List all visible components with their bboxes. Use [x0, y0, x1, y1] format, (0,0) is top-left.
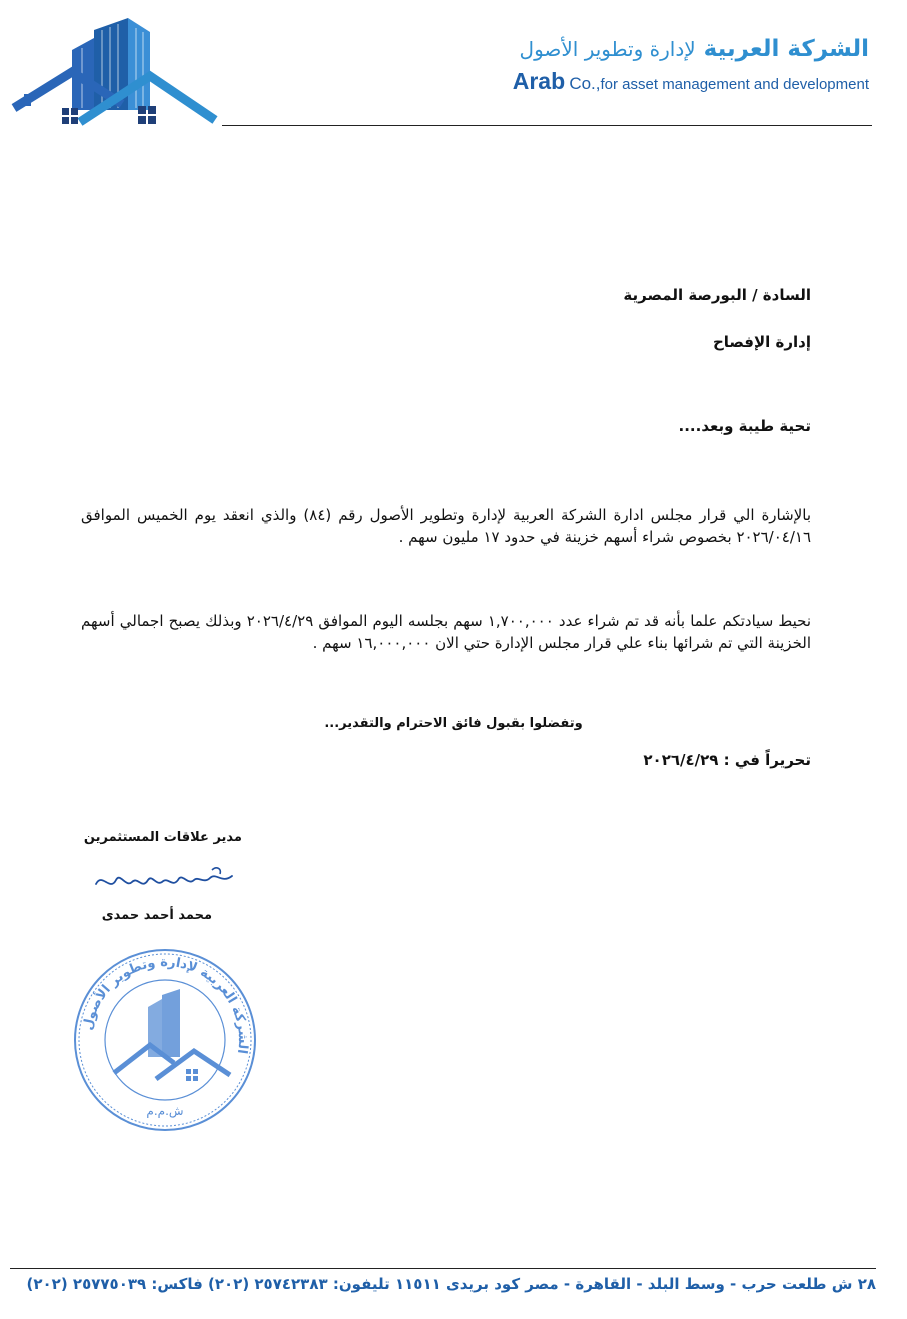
company-name-english-co: Co., — [569, 74, 601, 93]
company-name-english-main: Arab — [512, 68, 566, 94]
greeting: تحية طيبة وبعد.... — [678, 417, 811, 435]
date-line: تحريراً في : ٢٠٢٦/٤/٢٩ — [643, 751, 811, 769]
svg-text:ش.م.م: ش.م.م — [146, 1104, 184, 1118]
company-name-english-sub: for asset management and development — [600, 76, 869, 93]
company-brand — [513, 34, 869, 98]
company-name-arabic — [513, 34, 869, 64]
department: إدارة الإفصاح — [712, 333, 811, 351]
signatory-title: مدير علاقات المستثمرين — [83, 830, 242, 845]
header-divider — [222, 125, 872, 126]
paragraph-board-decision: بالإشارة الي قرار مجلس ادارة الشركة العربية لإدارة وتطوير الأصول رقم (٨٤) والذي انعقد يوم الخميس الموافق ٢٠٢٦/٠٤/١٦ بخصوص شراء أسهم خزينة في حدود ١٧ مليون سهم . — [81, 506, 811, 546]
company-name-english — [513, 68, 869, 98]
company-logo — [10, 10, 220, 130]
footer-divider — [10, 1268, 876, 1269]
company-name-arabic-sub: لإدارة وتطوير الأصول — [519, 37, 696, 61]
closing-line: وتفضلوا بقبول فائق الاحترام والتقدير... — [324, 716, 583, 731]
company-name-arabic-main: الشركة العربية — [703, 36, 869, 62]
company-seal-stamp — [70, 945, 260, 1135]
svg-text:الشركة العربية لإدارة وتطوير ا: الشركة العربية لإدارة وتطوير الأصول — [80, 954, 251, 1055]
addressee: السادة / البورصة المصرية — [623, 286, 811, 304]
handwritten-signature — [92, 862, 242, 898]
footer-contact: ٢٨ ش طلعت حرب - وسط البلد - القاهرة - مصر كود بريدى ١١٥١١ تليفون: ٢٥٧٤٢٣٨٣ (٢٠٢) فاكس: ٢٥٧٧٥٠٣٩ (٢٠٢) — [26, 1275, 876, 1293]
signatory-name: محمد أحمد حمدى — [101, 908, 212, 923]
paragraph-share-purchase: نحيط سيادتكم علما بأنه قد تم شراء عدد ١,٧٠٠,٠٠٠ سهم بجلسه اليوم الموافق ٢٠٢٦/٤/٢٩ وبذلك يصبح اجمالي أسهم الخزينة التي تم شرائها بناء علي قرار مجلس الإدارة حتي الان ١٦,٠٠٠,٠٠٠ سهم . — [81, 612, 812, 652]
